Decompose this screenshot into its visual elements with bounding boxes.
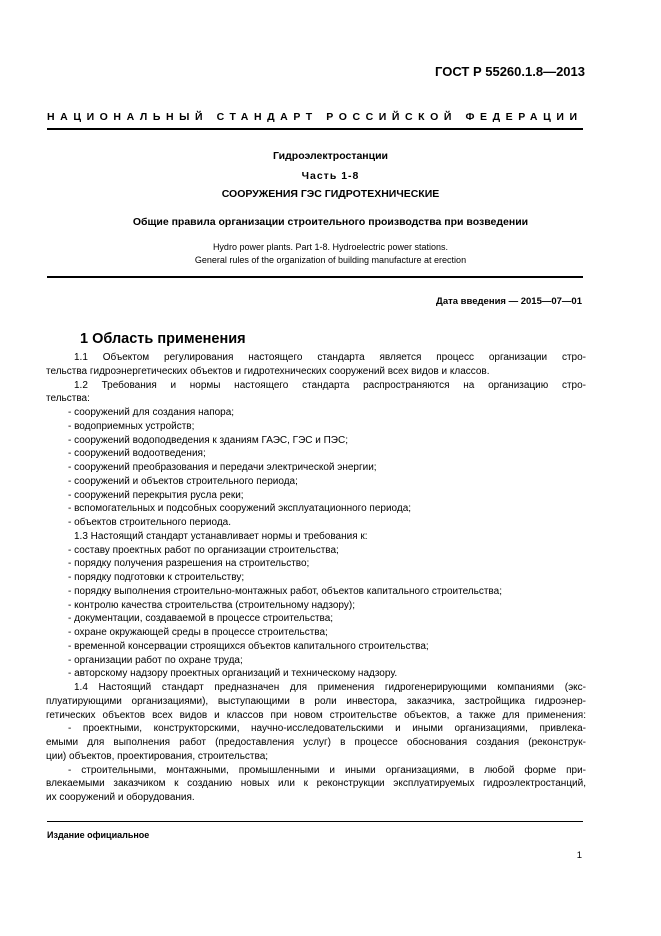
english-title-line1: Hydro power plants. Part 1-8. Hydroelectric power stations. [212, 242, 449, 252]
body-line: - составу проектных работ по организации строительства; [68, 544, 339, 556]
body-line: - сооружений для создания напора; [68, 407, 235, 418]
section-title: 1 Область применения [80, 331, 246, 347]
body-line: - сооружений преобразования и передачи электрической энергии; [68, 462, 377, 473]
body-line: - авторскому надзору проектных организаций и техническому надзору. [68, 668, 398, 680]
title-rule [47, 276, 583, 278]
body-line: - охране окружающей среды в процессе строительства; [68, 627, 328, 638]
body-line: - порядку подготовки к строительству; [68, 572, 245, 583]
footer-rule [47, 821, 583, 822]
english-title-line2: General rules of the organization of building manufacture at erection [194, 255, 467, 265]
body-line: ции) объектов, проектирования, строительства; [46, 750, 269, 762]
body-line: - сооружений и объектов строительного периода; [68, 475, 298, 487]
body-line: - сооружений водоотведения; [68, 448, 206, 460]
body-line: 1.2 Требования и нормы настоящего стандарта распространяются на организацию стро- [74, 379, 586, 391]
body-line: - строительными, монтажными, промышленными и иными организациями, в любой форме при- [68, 764, 586, 776]
body-line: 1.3 Настоящий стандарт устанавливает нормы и требования к: [74, 530, 368, 542]
title-subtitle: Общие правила организации строительного производства при возведении [132, 216, 529, 228]
body-line: - контролю качества строительства (строительному надзору); [68, 599, 355, 611]
body-line: плуатирующими организациями), выступающими в роли инвестора, заказчика, застройщика гидроэнер- [46, 695, 586, 707]
header-rule [47, 128, 583, 130]
title-part: Часть 1-8 [301, 170, 360, 182]
body-line: - водоприемных устройств; [68, 420, 195, 432]
body-line: - объектов строительного периода. [68, 517, 232, 528]
body-line: влекаемыми заказчиком к созданию новых или к реконструкции эксплуатируемых гидроэлектростанций, [46, 778, 586, 790]
body-line: - сооружений водоподведения к зданиям ГАЭС, ГЭС и ПЭС; [68, 434, 348, 446]
body-line: 1.1 Объектом регулирования настоящего стандарта является процесс организации стро- [74, 352, 586, 363]
body-line: тельства гидроэнергетических объектов и гидротехнических сооружений всех видов и классов. [46, 365, 490, 377]
date-of-introduction: Дата введения — 2015—07—01 [436, 296, 582, 307]
body-line: - документации, создаваемой в процессе строительства; [68, 613, 334, 625]
body-line: - сооружений перекрытия русла реки; [68, 489, 244, 501]
body-line: - порядку получения разрешения на строительство; [68, 558, 310, 570]
gost-code: ГОСТ Р 55260.1.8—2013 [435, 64, 585, 79]
national-standard-heading: НАЦИОНАЛЬНЫЙ СТАНДАРТ РОССИЙСКОЙ ФЕДЕРАЦИИ [47, 111, 583, 123]
body-line: - порядку выполнения строительно-монтажных работ, объектов капитального строительства; [68, 585, 502, 597]
body-line: - временной консервации строящихся объектов капитального строительства; [68, 640, 429, 652]
body-line: гетических объектов всех видов и классов при новом строительстве объектов, а также для применения: [46, 709, 586, 721]
body-line: 1.4 Настоящий стандарт предназначен для применения гидрогенерирующими компаниями (экс- [74, 682, 586, 693]
body-line: тельства: [46, 393, 90, 405]
title-main: СООРУЖЕНИЯ ГЭС ГИДРОТЕХНИЧЕСКИЕ [221, 188, 440, 200]
body-line: - вспомогательных и подсобных сооружений эксплуатационного периода; [68, 503, 412, 515]
section-body [46, 351, 586, 805]
title-line1: Гидроэлектростанции [272, 150, 389, 162]
official-edition-label: Издание официальное [47, 830, 150, 840]
body-line: - проектными, конструкторскими, научно-исследовательскими и иными организациями, привлека- [68, 723, 586, 735]
body-line: их сооружений и оборудования. [46, 792, 195, 803]
body-line: - организации работ по охране труда; [68, 654, 243, 666]
body-line: емыми для выполнения работ (предоставления услуг) в процессе обоснования создания (реконструк- [46, 737, 586, 748]
page-number: 1 [576, 850, 582, 861]
